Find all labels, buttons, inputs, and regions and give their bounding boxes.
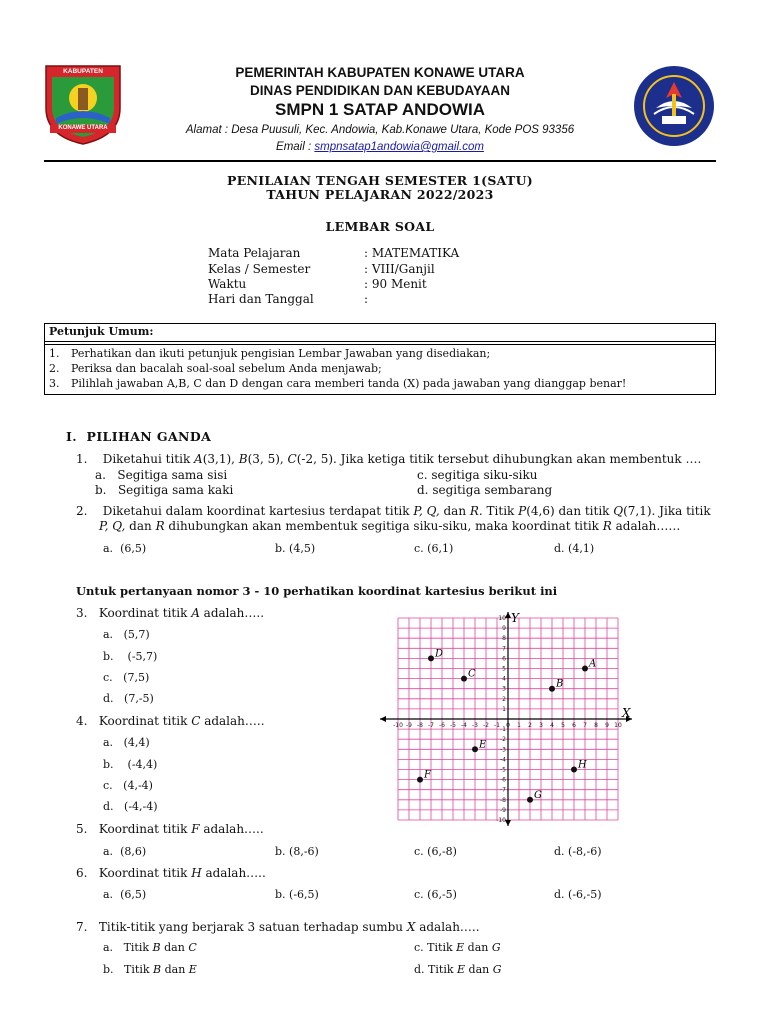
q6-option-c[interactable]: c. (6,-5) [414,888,457,901]
q7-stem: 7. Titik-titik yang berjarak 3 satuan terhadap sumbu X adalah….. [76,920,480,934]
x-axis-label: X [622,706,631,720]
instruction-text: Pilihlah jawaban A,B, C dan D dengan cara memberi tanda (X) pada jawaban yang dianggap benar! [71,377,627,390]
q6-option-d[interactable]: d. (-6,-5) [554,888,602,901]
x-tick-label: -8 [417,722,423,729]
q6-option-b[interactable]: b. (-6,5) [275,888,319,901]
point-b [549,686,555,692]
info-value-date: : [364,292,369,306]
point-label-g: G [534,789,542,801]
y-tick-label: -5 [500,766,506,774]
y-tick-label: 6 [502,655,506,663]
email-link[interactable]: smpnsatap1andowia@gmail.com [314,141,484,153]
q3-option-c[interactable]: c. (7,5) [103,671,150,684]
q1-option-d[interactable]: d. segitiga sembarang [417,483,553,497]
q4-option-c[interactable]: c. (4,-4) [103,779,153,792]
left-logo [40,62,126,146]
x-tick-label: 3 [539,722,543,729]
y-tick-label: 8 [502,635,506,643]
q5-stem: 5. Koordinat titik F adalah….. [76,822,264,836]
x-tick-label: 10 [614,722,622,729]
info-label-class: Kelas / Semester [208,262,311,276]
point-g [527,797,533,803]
q2-option-c[interactable]: c. (6,1) [414,542,454,555]
x-tick-label: 1 [517,722,521,729]
q5-option-c[interactable]: c. (6,-8) [414,845,457,858]
header-line1: PEMERINTAH KABUPATEN KONAWE UTARA [235,65,525,80]
q6-stem: 6. Koordinat titik H adalah….. [76,866,266,880]
y-tick-label: -3 [500,746,506,754]
info-label-time: Waktu [208,277,247,291]
school-name: SMPN 1 SATAP ANDOWIA [275,100,485,119]
q1-option-a[interactable]: a. Segitiga sama sisi [95,468,228,482]
x-tick-label: 7 [583,722,587,729]
instruction-num: 1. [49,347,60,360]
point-label-e: E [479,739,487,751]
instruction-num: 3. [49,377,60,390]
school-email-line [130,141,630,153]
point-label-h: H [578,759,587,771]
y-tick-label: 3 [502,685,506,693]
left-logo-bottom-text: KONAWE UTARA [58,125,108,131]
y-tick-label: -7 [500,786,506,794]
q2-option-b[interactable]: b. (4,5) [275,542,316,555]
q3-option-a[interactable]: a. (5,7) [103,628,150,641]
q1-option-b[interactable]: b. Segitiga sama kaki [95,483,234,497]
section-title [66,429,211,444]
q7-option-d[interactable]: d. Titik E dan G [414,963,502,976]
x-tick-label: 8 [594,722,598,729]
point-f [417,777,423,783]
x-tick-label: -6 [439,722,445,729]
point-label-f: F [424,769,431,781]
point-c [461,676,467,682]
info-value-subject: : MATEMATIKA [364,246,460,260]
q3-stem: 3. Koordinat titik A adalah….. [76,606,265,620]
email-label: Email : [276,141,315,153]
y-tick-label: 9 [502,625,506,633]
y-tick-label: -6 [500,776,506,784]
q7-option-c[interactable]: c. Titik E dan G [414,941,501,954]
x-tick-label: 9 [605,722,609,729]
x-tick-label: -3 [472,722,478,729]
q5-option-b[interactable]: b. (8,-6) [275,845,319,858]
x-axis-arrow-left [380,716,386,722]
info-value-time: : 90 Menit [364,277,427,291]
q3-option-d[interactable]: d. (7,-5) [103,692,154,705]
school-address: Alamat : Desa Puusuli, Kec. Andowia, Kab.Konawe Utara, Kode POS 93356 [185,124,575,136]
info-label-date: Hari dan Tanggal [208,292,314,306]
y-tick-label: 4 [502,675,506,683]
point-label-b: B [556,678,564,690]
instructions-title: Petunjuk Umum: [45,324,715,342]
y-axis-label: Y [511,611,519,625]
instructions-box [44,323,716,395]
exam-title: PENILAIAN TENGAH SEMESTER 1(SATU) [227,173,533,188]
section-label: PILIHAN GANDA [86,429,212,444]
y-tick-label: -10 [496,817,506,824]
q2-stem-line1: 2. Diketahui dalam koordinat kartesius terdapat titik P, Q, dan R. Titik P(4,6) dan titik Q(7,1). Jika titik [76,504,711,518]
instruction-item [45,345,715,360]
cartesian-plane [376,610,638,828]
x-tick-label: -1 [494,722,500,729]
right-logo [632,64,716,148]
instruction-text: Perhatikan dan ikuti petunjuk pengisian Lembar Jawaban yang disediakan; [71,347,491,360]
section-num: I. [66,429,77,444]
q5-option-d[interactable]: d. (-8,-6) [554,845,602,858]
y-tick-label: -1 [500,726,506,734]
q1-option-c[interactable]: c. segitiga siku-siku [417,468,538,482]
y-tick-label: -4 [500,756,506,764]
q4-option-d[interactable]: d. (-4,-4) [103,800,158,813]
instruction-item [45,360,715,375]
y-tick-label: -2 [500,736,506,744]
q4-option-b[interactable]: b. (-4,4) [103,758,158,771]
exam-year: TAHUN PELAJARAN 2022/2023 [266,187,494,202]
x-tick-label: -9 [406,722,412,729]
q2-option-a[interactable]: a. (6,5) [103,542,147,555]
point-e [472,746,478,752]
instruction-num: 2. [49,362,60,375]
header-line2: DINAS PENDIDIKAN DAN KEBUDAYAAN [249,83,511,98]
subheading: Untuk pertanyaan nomor 3 - 10 perhatikan koordinat kartesius berikut ini [76,584,558,598]
y-tick-label: 1 [502,705,506,713]
y-tick-label: 2 [502,695,506,703]
x-tick-label: -5 [450,722,456,729]
x-tick-label: -7 [428,722,434,729]
x-tick-label: -2 [483,722,489,729]
q4-stem: 4. Koordinat titik C adalah….. [76,714,265,728]
sheet-title: LEMBAR SOAL [325,219,435,234]
q7-option-a[interactable]: a. Titik B dan C [103,941,197,954]
instruction-item [45,375,715,390]
point-label-d: D [435,648,444,660]
tut-wuri-handayani-icon [632,64,716,148]
x-tick-label: 0 [506,722,510,729]
y-tick-label: -8 [500,796,506,804]
q1-stem: 1. Diketahui titik A(3,1), B(3, 5), C(-2, 5). Jika ketiga titik tersebut dihubungkan akan membentuk …. [76,452,702,466]
q3-option-b[interactable]: b. (-5,7) [103,650,158,663]
x-tick-label: -4 [461,722,467,729]
y-tick-label: 5 [502,665,506,673]
x-tick-label: 4 [550,722,554,729]
x-tick-label: 6 [572,722,576,729]
x-tick-label: 5 [561,722,565,729]
point-label-a: A [589,658,597,670]
instruction-text: Periksa dan bacalah soal-soal sebelum Anda menjawab; [71,362,382,375]
point-label-c: C [468,668,476,680]
point-h [571,767,577,773]
header-divider [44,160,716,162]
left-logo-top-text: KABUPATEN [63,68,103,75]
point-d [428,655,434,661]
x-tick-label: 2 [528,722,532,729]
q2-option-d[interactable]: d. (4,1) [554,542,595,555]
point-a [582,666,588,672]
x-tick-label: -10 [393,722,403,729]
y-tick-label: -9 [500,806,506,814]
q7-option-b[interactable]: b. Titik B dan E [103,963,197,976]
info-value-class: : VIII/Ganjil [364,262,435,276]
y-tick-label: 10 [498,615,506,622]
q5-option-a[interactable]: a. (8,6) [103,845,147,858]
q4-option-a[interactable]: a. (4,4) [103,736,150,749]
q2-stem-line2: P, Q, dan R dihubungkan akan membentuk segitiga siku-siku, maka koordinat titik R adalah…… [99,519,681,533]
q6-option-a[interactable]: a. (6,5) [103,888,147,901]
y-tick-label: 7 [502,645,506,653]
info-label-subject: Mata Pelajaran [208,246,301,260]
